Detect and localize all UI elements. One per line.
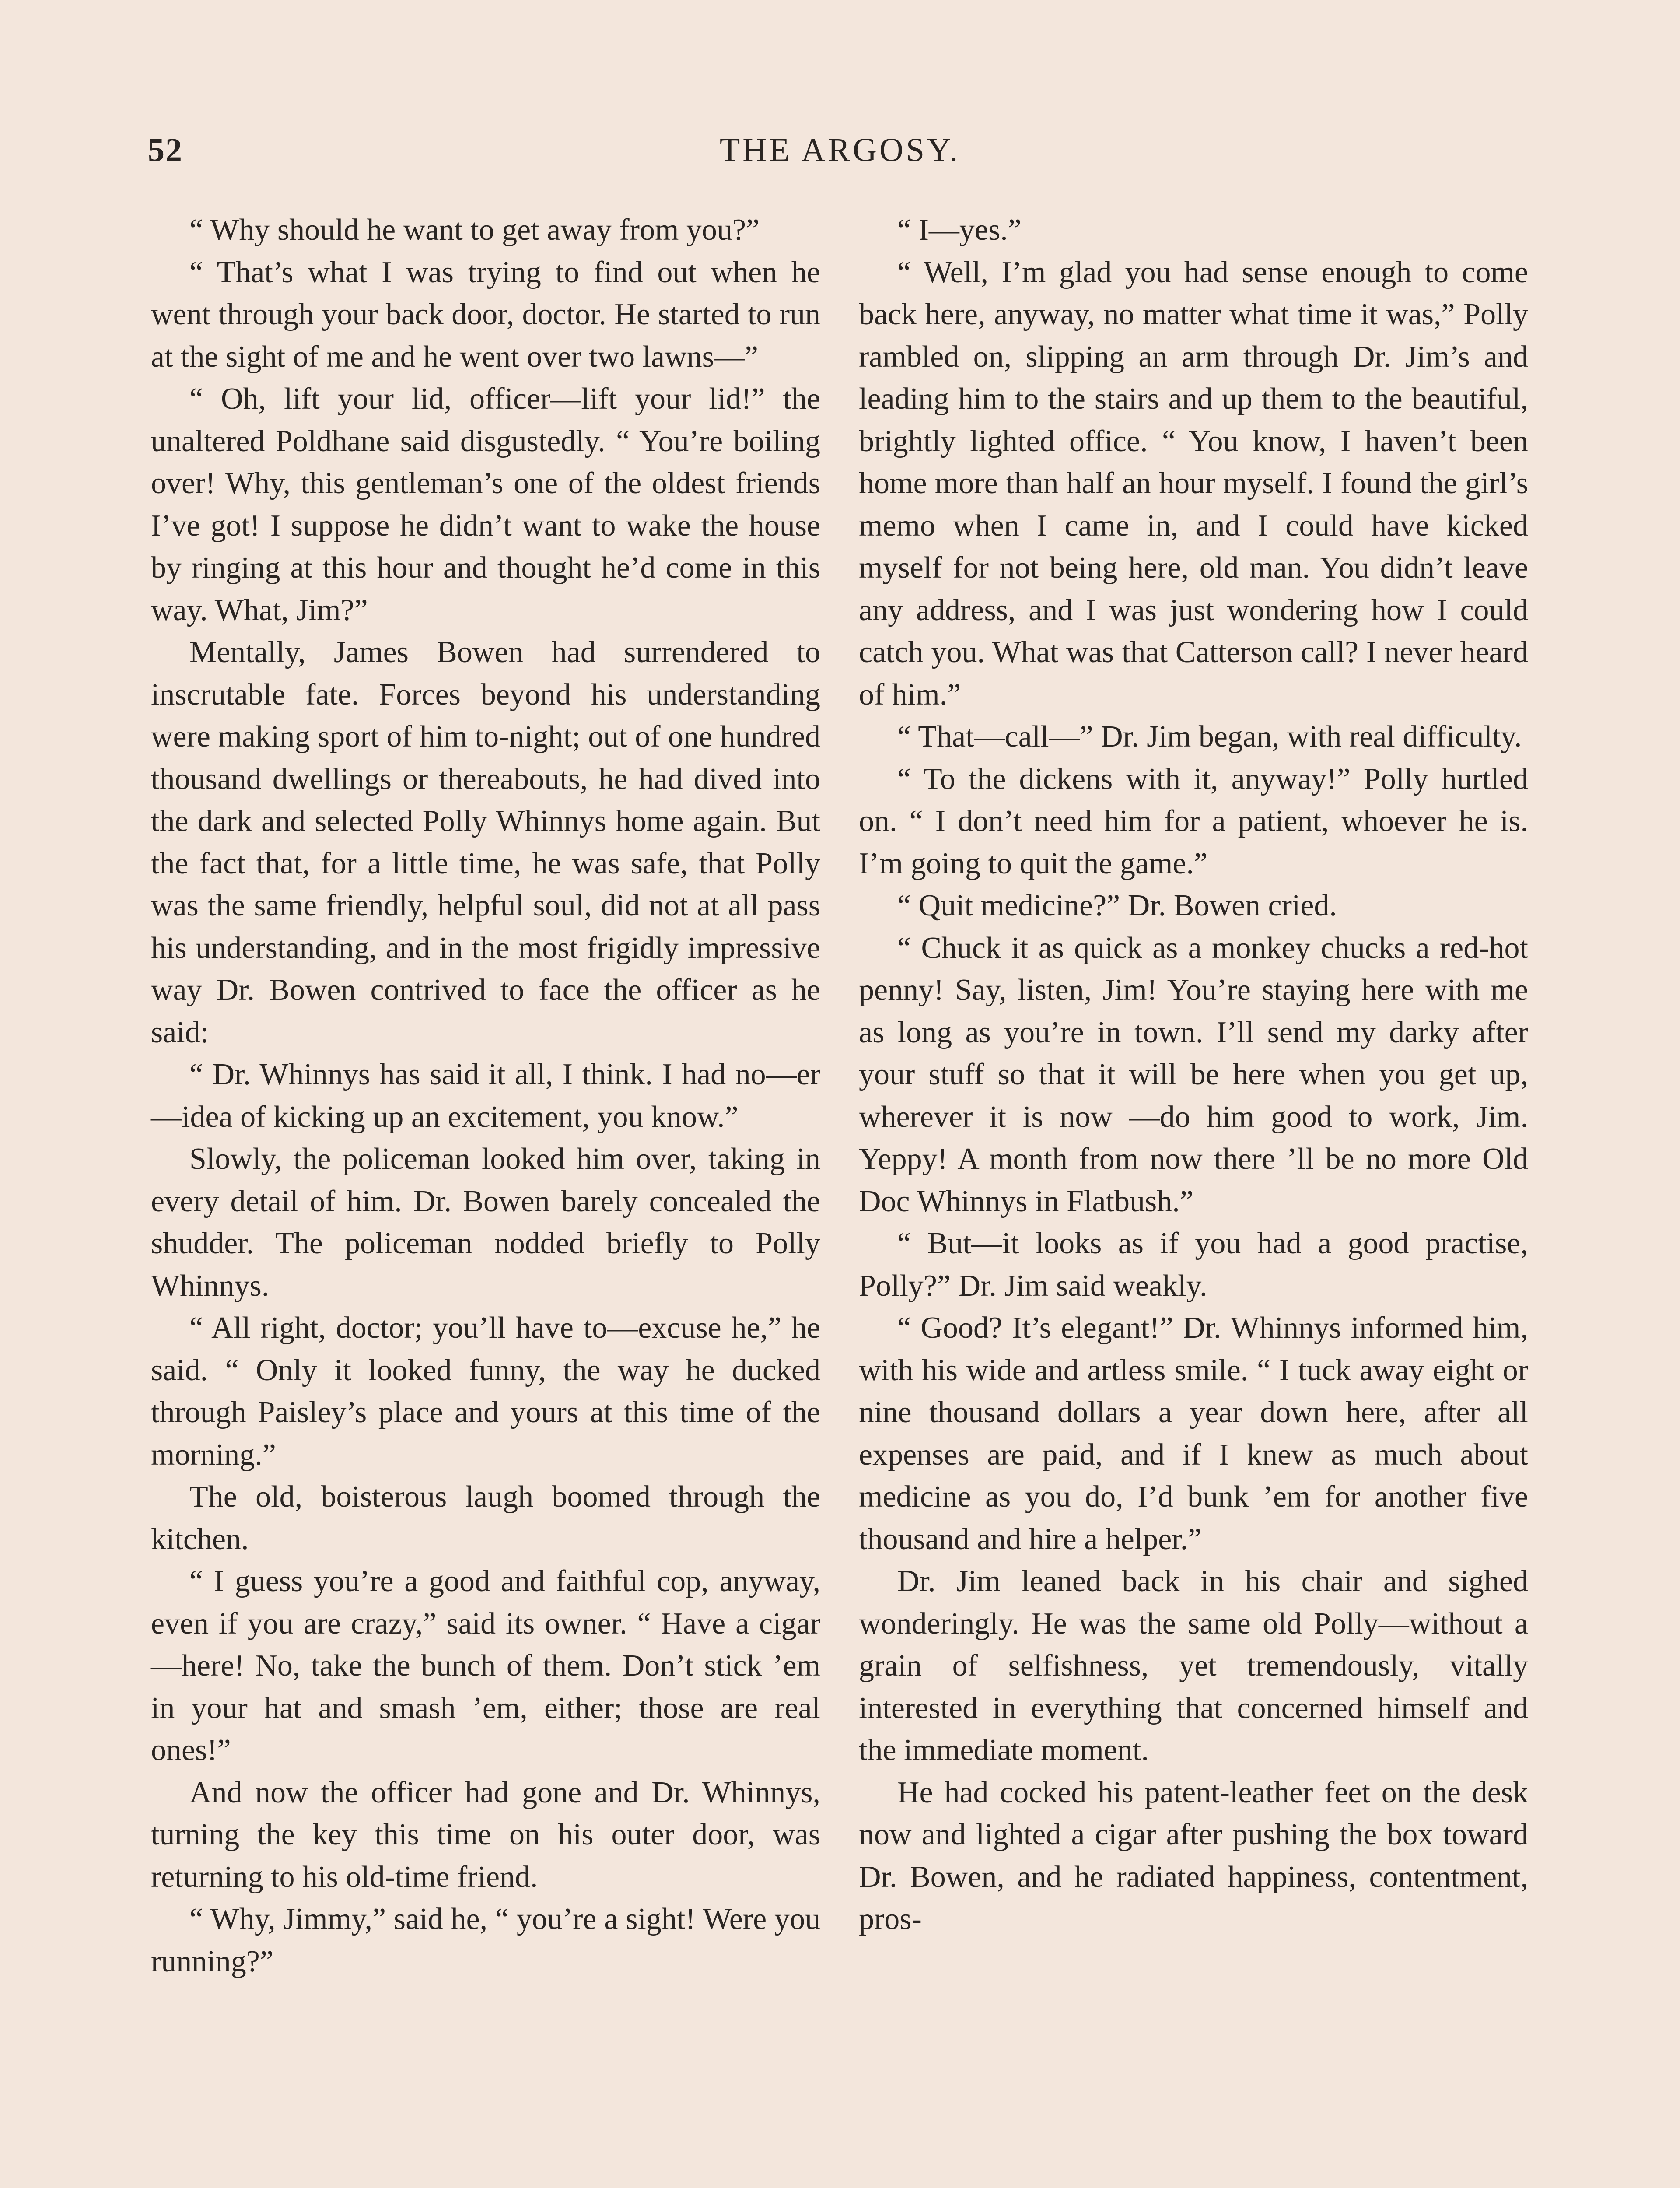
paragraph: “ Oh, lift your lid, officer—lift your lid!” the unaltered Poldhane said disgustedly. “ You’re boiling over! Why, this gentleman’s one of the oldest friends I’ve got! I suppose he didn’t want to wake the house by ringing at this hour and thought he’d come in this way. What, Jim?” [151,382,820,627]
right-column [859,209,1528,1941]
paragraph: Dr. Jim leaned back in his chair and sighed wonderingly. He was the same old Polly—without a grain of selfishness, yet tremendously, vitally interested in everything that concerned himself and the immediate moment. [859,1564,1528,1767]
left-column [151,209,820,1983]
paragraph: He had cocked his patent-leather feet on the desk now and lighted a cigar after pushing the box toward Dr. Bowen, and he radiated happiness, contentment, pros- [859,1775,1528,1936]
paragraph: “ Dr. Whinnys has said it all, I think. I had no—er—idea of kicking up an excitement, you know.” [151,1058,820,1134]
paragraph: “ All right, doctor; you’ll have to—excuse he,” he said. “ Only it looked funny, the way he ducked through Paisley’s place and yours at this time of the morning.” [151,1311,820,1472]
paragraph: “ I—yes.” [897,213,1022,247]
paragraph: “ Chuck it as quick as a monkey chucks a red-hot penny! Say, listen, Jim! You’re staying here with me as long as you’re in town. I’ll send my darky after your stuff so that it will be here when you get up, wherever it is now —do him good to work, Jim. Yeppy! A month from now there ’ll be no more Old Doc Whinnys in Flatbush.” [859,931,1528,1218]
paragraph: “ That—call—” Dr. Jim began, with real difficulty. [897,720,1522,754]
paragraph: “ Quit medicine?” Dr. Bowen cried. [897,889,1337,922]
paragraph: The old, boisterous laugh boomed through the kitchen. [151,1480,820,1556]
paragraph: “ But—it looks as if you had a good practise, Polly?” Dr. Jim said weakly. [859,1227,1528,1303]
paragraph: “ I guess you’re a good and faithful cop, anyway, even if you are crazy,” said its owner. “ Have a cigar—here! No, take the bunch of them. Don’t stick ’em in your hat and smash ’em, either; those are real ones!” [151,1564,820,1767]
running-head: THE ARGOSY. [719,132,961,168]
paragraph: “ Why should he want to get away from you?” [189,213,760,247]
paragraph: “ That’s what I was trying to find out when he went through your back door, doctor. He started to run at the sight of me and he went over two lawns—” [151,255,820,374]
page-number: 52 [148,132,183,168]
paragraph: Slowly, the policeman looked him over, taking in every detail of him. Dr. Bowen barely concealed the shudder. The policeman nodded briefly to Polly Whinnys. [151,1142,820,1303]
paragraph: Mentally, James Bowen had surrendered to inscrutable fate. Forces beyond his understanding were making sport of him to-night; out of one hundred thousand dwellings or thereabouts, he had dived into the dark and selected Polly Whinnys home again. But the fact that, for a little time, he was safe, that Polly was the same friendly, helpful soul, did not at all pass his understanding, and in the most frigidly impressive way Dr. Bowen contrived to face the officer as he said: [151,635,820,1049]
paragraph: “ Well, I’m glad you had sense enough to come back here, anyway, no matter what time it was,” Polly rambled on, slipping an arm through Dr. Jim’s and leading him to the stairs and up them to the beautiful, brightly lighted office. “ You know, I haven’t been home more than half an hour myself. I found the girl’s memo when I came in, and I could have kicked myself for not being here, old man. You didn’t leave any address, and I was just wondering how I could catch you. What was that Catterson call? I never heard of him.” [859,255,1528,712]
paragraph: And now the officer had gone and Dr. Whinnys, turning the key this time on his outer door, was returning to his old-time friend. [151,1775,820,1894]
paragraph: “ Good? It’s elegant!” Dr. Whinnys informed him, with his wide and artless smile. “ I tuck away eight or nine thousand dollars a year down here, after all expenses are paid, and if I knew as much about medicine as you do, I’d bunk ’em for another five thousand and hire a helper.” [859,1311,1528,1556]
paragraph: “ To the dickens with it, anyway!” Polly hurtled on. “ I don’t need him for a patient, whoever he is. I’m going to quit the game.” [859,762,1528,880]
paragraph: “ Why, Jimmy,” said he, “ you’re a sight! Were you running?” [151,1902,820,1978]
